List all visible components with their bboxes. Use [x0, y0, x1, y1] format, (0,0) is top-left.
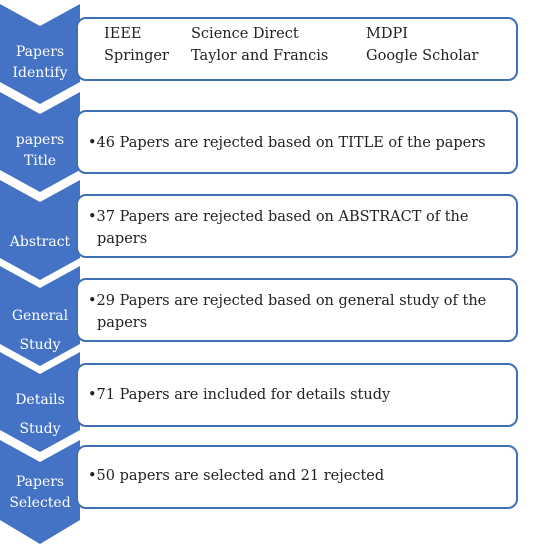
stage-chevron-abstract [0, 180, 80, 280]
source-taylor-francis: Taylor and Francis [191, 48, 329, 64]
stage-chevron-identify [0, 4, 80, 104]
source-science-direct: Science Direct [191, 26, 299, 42]
stage-text-line: •37 Papers are rejected based on ABSTRACT of the [88, 209, 469, 225]
stage-label-line: Study [19, 421, 61, 437]
stage-label-line: Abstract [9, 234, 71, 250]
sources-box [76, 17, 518, 81]
stage-label-line: Study [19, 337, 61, 353]
source-google-scholar: Google Scholar [366, 48, 479, 64]
stage-text-line: papers [97, 315, 148, 331]
stage-box-papers-selected [76, 445, 518, 509]
stage-label-line: Selected [9, 495, 71, 511]
stage-label-line: Details [15, 392, 65, 408]
stage-chevron-papers-selected [0, 440, 80, 544]
stage-label-line: Papers [15, 474, 65, 490]
stage-chevron-details-study [0, 352, 80, 452]
stage-chevron-general-study [0, 266, 80, 366]
stage-text-line: •29 Papers are rejected based on general study of the [88, 293, 487, 309]
source-mdpi: MDPI [366, 26, 408, 42]
stage-box-details-study [76, 363, 518, 427]
stage-label-line: General [11, 308, 69, 324]
stage-box-general-study [76, 278, 518, 342]
stage-label-line: Identify [12, 65, 68, 81]
stage-box-title [76, 110, 518, 174]
stage-box-abstract [76, 194, 518, 258]
stage-chevron-title [0, 92, 80, 192]
stage-text-line: •50 papers are selected and 21 rejected [88, 468, 385, 484]
stage-text-line: •46 Papers are rejected based on TITLE of the papers [88, 135, 486, 151]
source-springer: Springer [104, 48, 169, 64]
source-ieee: IEEE [104, 26, 142, 42]
stage-label-line: Title [23, 153, 57, 169]
stage-text-line: •71 Papers are included for details study [88, 387, 391, 403]
stage-text-line: papers [97, 231, 148, 247]
stage-label-line: papers [15, 132, 65, 148]
stage-label-line: Papers [15, 44, 65, 60]
